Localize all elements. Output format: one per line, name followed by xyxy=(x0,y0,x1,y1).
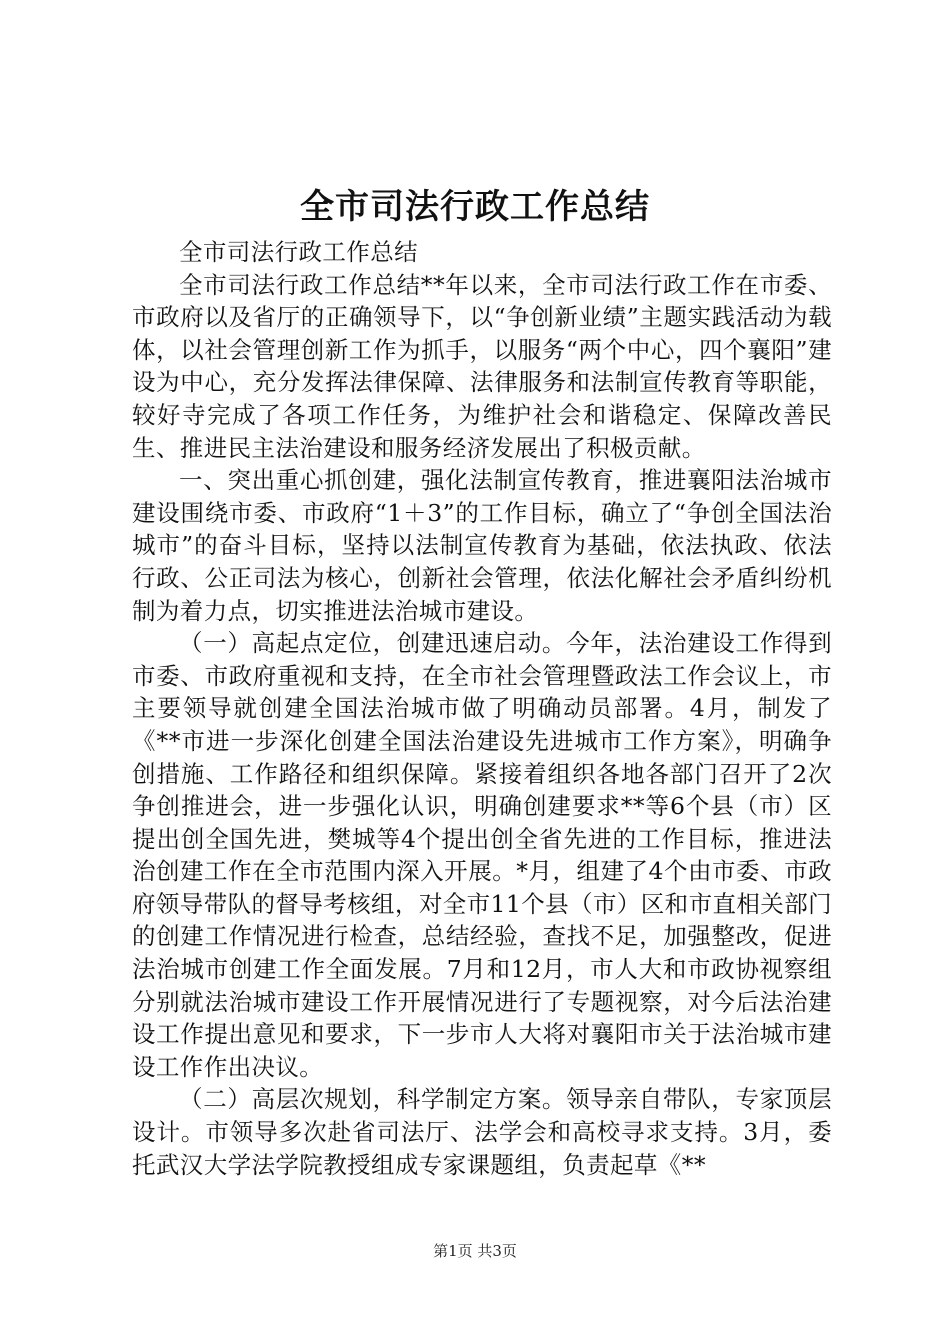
document-title: 全市司法行政工作总结 xyxy=(300,187,650,227)
paragraph-subsection-1: （一）高起点定位，创建迅速启动。今年，法治建设工作得到市委、市政府重视和支持，在全市社会管理暨政法工作会议上，市主要领导就创建全国法治城市做了明确动员部署。4月，制发了《**市进一步深化创建全国法治建设先进城市工作方案》，明确争创措施、工作路径和组织保障。紧接着组织各地各部门召开了2次争创推进会，进一步强化认识，明确创建要求**等6个县（市）区提出创全国先进，樊城等4个提出创全省先进的工作目标，推进法治创建工作在全市范围内深入开展。*月，组建了4个由市委、市政府领导带队的督导考核组，对全市11个县（市）区和市直相关部门的创建工作情况进行检查，总结经验，查找不足，加强整改，促进法治城市创建工作全面发展。7月和12月，市人大和市政协视察组分别就法治城市建设工作开展情况进行了专题视察，对今后法治建设工作提出意见和要求，下一步市人大将对襄阳市关于法治城市建设工作作出决议。 xyxy=(132,629,832,1081)
paragraph-subtitle: 全市司法行政工作总结 xyxy=(179,238,418,266)
document-body xyxy=(132,236,832,1181)
paragraph-section-1: 一、突出重心抓创建，强化法制宣传教育，推进襄阳法治城市建设围绕市委、市政府“1＋3”的工作目标，确立了“争创全国法治城市”的奋斗目标，坚持以法制宣传教育为基础，依法执政、依法行政、公正司法为核心，创新社会管理，依法化解社会矛盾纠纷机制为着力点，切实推进法治城市建设。 xyxy=(132,466,832,625)
paragraph-intro: 全市司法行政工作总结**年以来，全市司法行政工作在市委、市政府以及省厅的正确领导下，以“争创新业绩”主题实践活动为载体，以社会管理创新工作为抓手，以服务“两个中心，四个襄阳”建设为中心，充分发挥法律保障、法律服务和法制宣传教育等职能，较好寺完成了各项工作任务，为维护社会和谐稳定、保障改善民生、推进民主法治建设和服务经济发展出了积极贡献。 xyxy=(132,270,832,462)
page-footer: 第1页 共3页 xyxy=(433,1242,517,1260)
paragraph-subsection-2: （二）高层次规划，科学制定方案。领导亲自带队，专家顶层设计。市领导多次赴省司法厅、法学会和高校寻求支持。3月，委托武汉大学法学院教授组成专家课题组，负责起草《** xyxy=(132,1085,832,1179)
